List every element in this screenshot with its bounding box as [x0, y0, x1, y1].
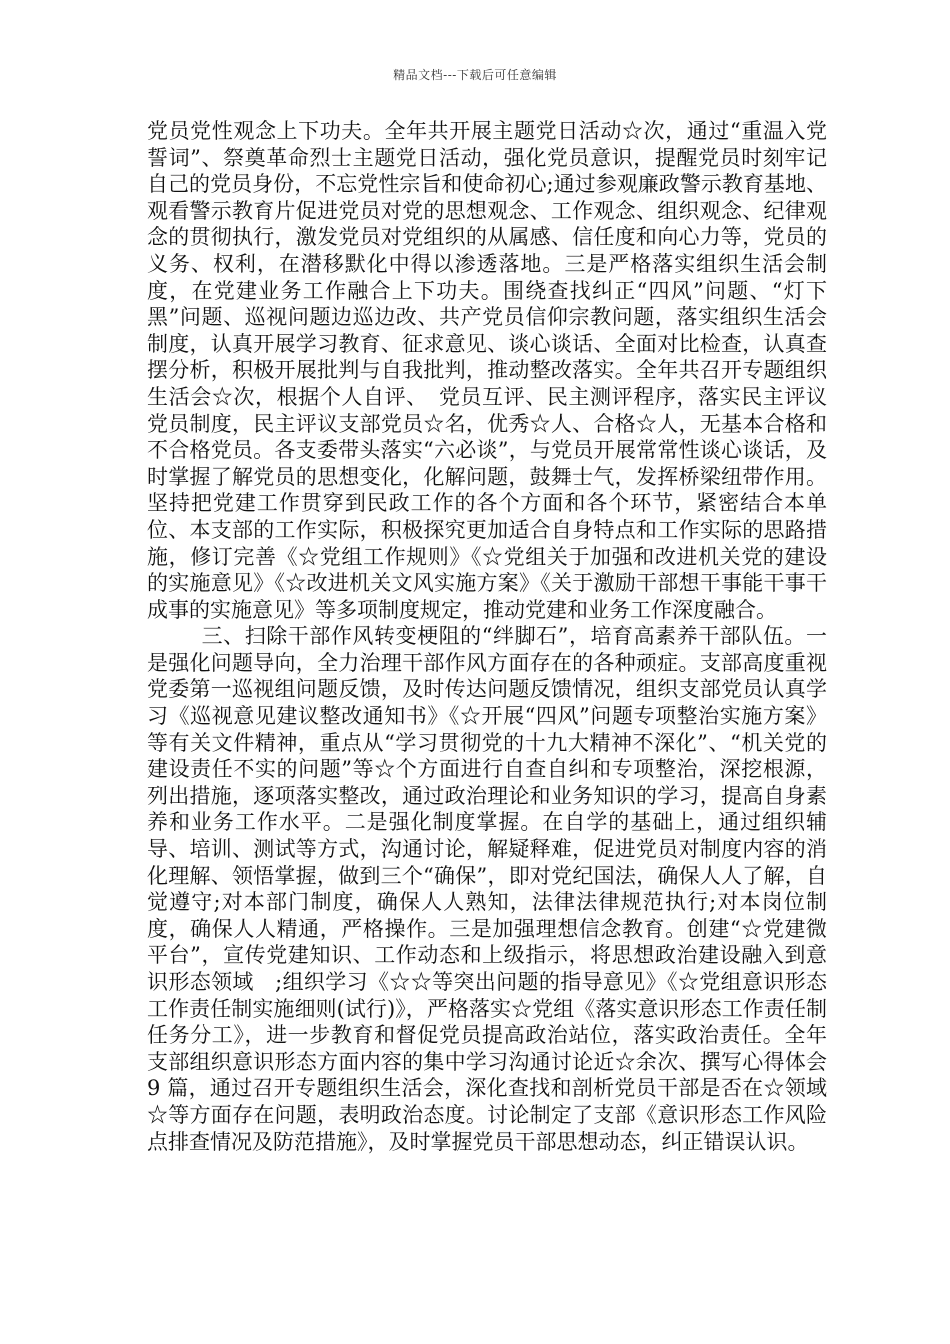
document-body — [147, 118, 827, 1155]
page-header: 精品文档---下载后可任意编辑 — [393, 68, 557, 82]
paragraph-1: 党员党性观念上下功夫。全年共开展主题党日活动☆次，通过“重温入党誓词”、祭奠革命烈士主题党日活动，强化党员意识，提醒党员时刻牢记自己的党员身份，不忘党性宗旨和使命初心;通过参观廉政警示教育基地、观看警示教育片促进党员对党的思想观念、工作观念、组织观念、纪律观念的贯彻执行，激发党员对党组织的从属感、信任度和向心力等，党员的义务、权利，在潜移默化中得以渗透落地。三是严格落实组织生活会制度，在党建业务工作融合上下功夫。围绕查找纠正“四风”问题、“灯下黑”问题、巡视问题边巡边改、共产党员信仰宗教问题，落实组织生活会制度，认真开展学习教育、征求意见、谈心谈话、全面对比检查，认真查摆分析，积极开展批判与自我批判，推动整改落实。全年共召开专题组织生活会☆次，根据个人自评、 党员互评、民主测评程序，落实民主评议党员制度，民主评议支部党员☆名，优秀☆人、合格☆人，无基本合格和不合格党员。各支委带头落实“六必谈”，与党员开展常常性谈心谈话，及时掌握了解党员的思想变化，化解问题，鼓舞士气，发挥桥梁纽带作用。坚持把党建工作贯穿到民政工作的各个方面和各个环节，紧密结合本单位、本支部的工作实际，积极探究更加适合自身特点和工作实际的思路措施，修订完善《☆党组工作规则》《☆党组关于加强和改进机关党的建设的实施意见》《☆改进机关文风实施方案》《关于激励干部想干事能干事干成事的实施意见》等多项制度规定，推动党建和业务工作深度融合。 — [147, 119, 827, 622]
paragraph-2: 三、扫除干部作风转变梗阻的“绊脚石”，培育高素养干部队伍。一是强化问题导向，全力治理干部作风方面存在的各种顽症。支部高度重视党委第一巡视组问题反馈，及时传达问题反馈情况，组织支部党员认真学习《巡视意见建议整改通知书》《☆开展“四风”问题专项整治实施方案》等有关文件精神，重点从“学习贯彻党的十九大精神不深化”、“机关党的建设责任不实的问题”等☆个方面进行自查自纠和专项整治，深挖根源，列出措施，逐项落实整改，通过政治理论和业务知识的学习，提高自身素养和业务工作水平。二是强化制度掌握。在自学的基础上，通过组织辅导、培训、测试等方式，沟通讨论，解疑释难，促进党员对制度内容的消化理解、领悟掌握，做到三个“确保”，即对党纪国法，确保人人了解，自觉遵守;对本部门制度，确保人人熟知，法律法律规范执行;对本岗位制度，确保人人精通，严格操作。三是加强理想信念教育。创建“☆党建微平台”，宣传党建知识、工作动态和上级指示，将思想政治建设融入到意识形态领域 ;组织学习《☆☆等突出问题的指导意见》《☆党组意识形态工作责任制实施细则(试行)》，严格落实☆党组《落实意识形态工作责任制任务分工》，进一步教育和督促党员提高政治站位，落实政治责任。全年支部组织意识形态方面内容的集中学习沟通讨论近☆余次、撰写心得体会 9 篇，通过召开专题组织生活会，深化查找和剖析党员干部是否在☆领域☆等方面存在问题，表明政治态度。讨论制定了支部《意识形态工作风险点排查情况及防范措施》，及时掌握党员干部思想动态，纠正错误认识。 — [147, 624, 827, 1154]
